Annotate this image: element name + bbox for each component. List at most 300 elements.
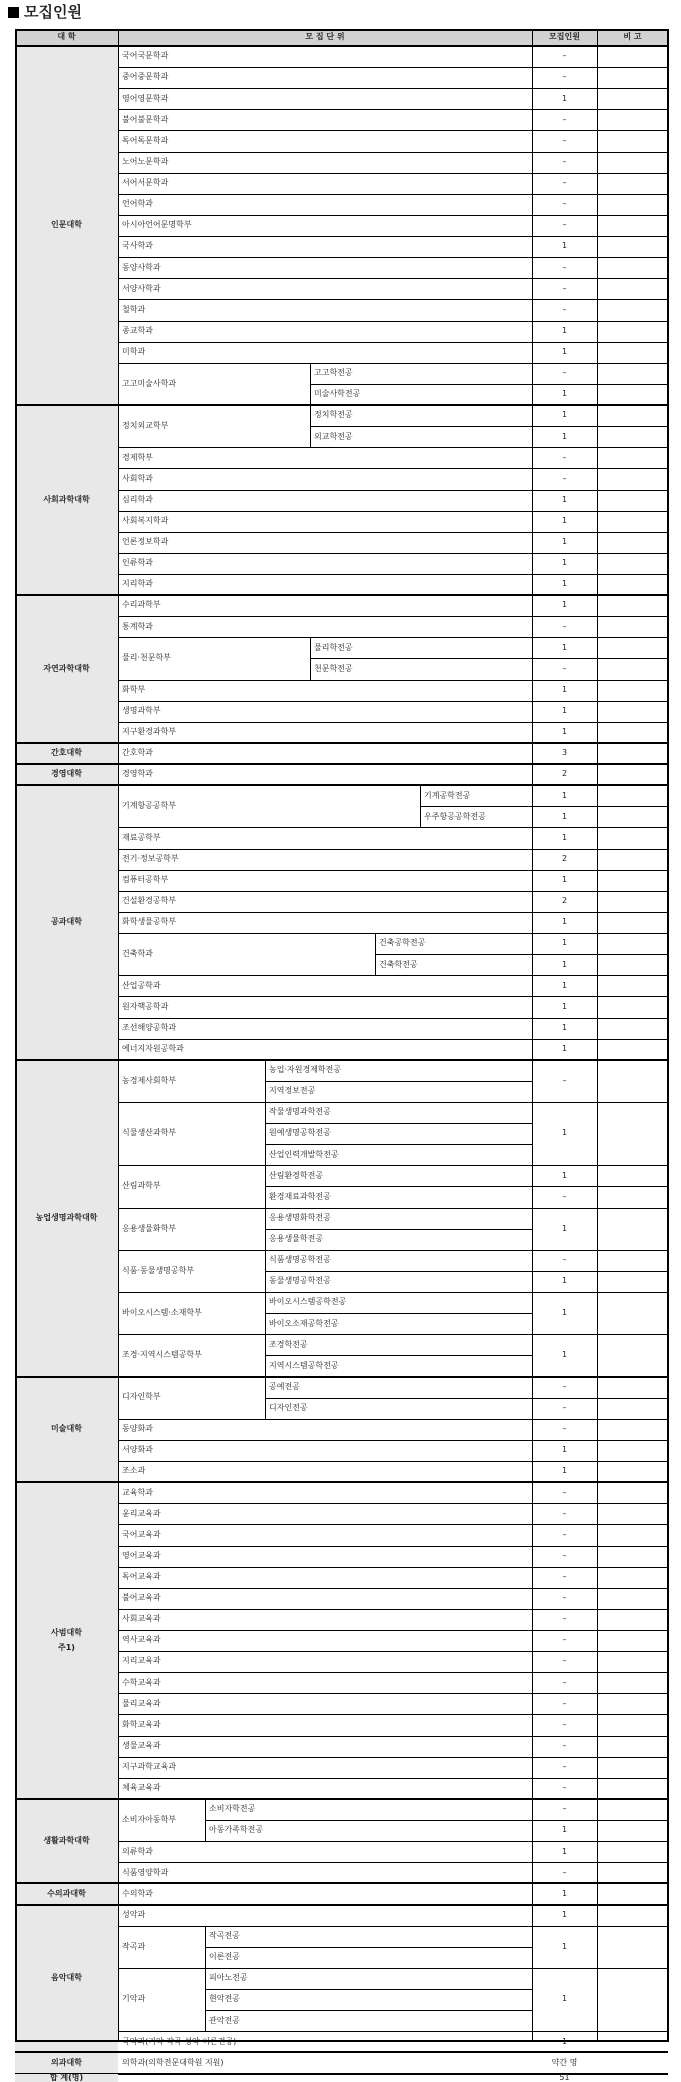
row-rule: [118, 1461, 668, 1462]
unit-name: 지리교육과: [122, 1656, 161, 1666]
quota-value: 1: [561, 325, 568, 335]
quota-value: –: [562, 1762, 567, 1772]
unit-name: 동양화과: [122, 1424, 153, 1434]
row-rule: [118, 257, 668, 258]
quota-value: 1: [561, 93, 568, 103]
row-rule: [118, 1736, 668, 1737]
quota-value: 1: [561, 537, 568, 547]
subunit-rule: [265, 1144, 532, 1145]
row-rule: [118, 1208, 668, 1209]
subunit-name: 공예전공: [269, 1381, 300, 1391]
quota-value: –: [562, 220, 567, 230]
total-label: 합 계(명): [15, 2074, 118, 2082]
quota-value: 1: [561, 684, 568, 694]
college-label: 인문대학: [51, 220, 82, 230]
subunit-rule: [375, 954, 532, 955]
quota-value: –: [562, 1740, 567, 1750]
subunit-rule: [265, 1123, 532, 1124]
row-rule: [118, 1524, 668, 1525]
college-rule: [15, 742, 668, 744]
quota-value: 1: [561, 1350, 568, 1360]
row-rule: [118, 67, 668, 68]
quota-value: 1: [561, 706, 568, 716]
unit-name: 재료공학부: [122, 832, 161, 842]
college-label: 농업생명과학대학: [35, 1212, 98, 1222]
quota-value: 2: [561, 853, 568, 863]
quota-value: 1: [561, 1128, 568, 1138]
unit-name: 지구과학교육과: [122, 1762, 177, 1772]
quota-value: 1: [561, 431, 568, 441]
row-rule: [118, 152, 668, 153]
quota-value: –: [562, 1403, 567, 1413]
row-rule: [118, 680, 668, 681]
row-rule: [118, 215, 668, 216]
table-bottom-rule: [15, 2040, 668, 2042]
row-rule: [118, 1546, 668, 1547]
row-rule: [118, 468, 668, 469]
subunit-name: 농업·자원경제학전공: [269, 1065, 342, 1075]
quota-rule: [532, 658, 668, 659]
unit-name: 식물생산과학부: [122, 1128, 177, 1138]
quota-value: 1: [561, 1994, 568, 2004]
quota-value: 1: [561, 1022, 568, 1032]
table-top-rule: [15, 29, 668, 31]
row-rule: [118, 1609, 668, 1610]
row-rule: [118, 996, 668, 997]
college-label: 수의과대학: [47, 1888, 86, 1898]
quota-value: –: [562, 178, 567, 188]
subunit-rule: [265, 1186, 532, 1187]
unit-name: 의류학과: [122, 1846, 153, 1856]
quota-value: –: [562, 262, 567, 272]
quota-value: 1: [561, 642, 568, 652]
row-rule: [118, 1334, 668, 1335]
unit-name: 영어영문학과: [122, 93, 169, 103]
quota-value: 1: [561, 1223, 568, 1233]
quota-value: –: [562, 1550, 567, 1560]
row-rule: [118, 1250, 668, 1251]
subunit-rule: [265, 1271, 532, 1272]
unit-name: 중어중문학과: [122, 72, 169, 82]
quota-value: 1: [561, 1941, 568, 1951]
unit-name: 수리과학부: [122, 600, 161, 610]
quota-value: –: [562, 1677, 567, 1687]
row-rule: [118, 2031, 668, 2032]
unit-name: 원자핵공학과: [122, 1001, 169, 1011]
subunit-name: 동물생명공학전공: [269, 1276, 331, 1286]
college-name: [15, 743, 118, 764]
quota-value: 2: [561, 769, 568, 779]
quota-value: 1: [561, 515, 568, 525]
college-label: 미술대학: [51, 1424, 82, 1434]
subunit-name: 지역정보전공: [269, 1086, 316, 1096]
college-label: 음악대학: [51, 1973, 82, 1983]
unit-name: 독어독문학과: [122, 135, 169, 145]
unit-name: 영어교육과: [122, 1550, 161, 1560]
unit-name: 정치외교학부: [122, 420, 169, 430]
subunit-name: 작곡전공: [209, 1931, 240, 1941]
unit-name: 아시아언어문명학부: [122, 220, 192, 230]
quota-rule: [532, 426, 668, 427]
row-rule: [118, 88, 668, 89]
quota-value: –: [562, 473, 567, 483]
unit-name: 국어교육과: [122, 1529, 161, 1539]
unit-name: 윤리교육과: [122, 1508, 161, 1518]
row-rule: [118, 1419, 668, 1420]
quota-rule: [532, 1186, 668, 1187]
row-rule: [118, 616, 668, 617]
subunit-rule: [310, 426, 532, 427]
college-name: [15, 1060, 118, 1377]
quota-value: 1: [561, 875, 568, 885]
subunit-name: 고고학전공: [314, 368, 353, 378]
college-name: [15, 1799, 118, 1883]
unit-name: 건설환경공학부: [122, 896, 177, 906]
subunit-name: 기계공학전공: [424, 790, 471, 800]
college-label: 경영대학: [51, 769, 82, 779]
quota-value: 1: [561, 811, 568, 821]
row-rule: [118, 109, 668, 110]
subunit-name: 식품생명공학전공: [269, 1255, 331, 1265]
quota-value: –: [562, 1867, 567, 1877]
row-rule: [118, 278, 668, 279]
unit-name: 식품·동물생명공학부: [122, 1265, 195, 1275]
row-rule: [118, 490, 668, 491]
row-rule: [118, 827, 668, 828]
subunit-rule: [205, 2010, 532, 2011]
unit-name: 사회학과: [122, 473, 153, 483]
college-name: [15, 405, 118, 595]
quota-value: 1: [561, 959, 568, 969]
subunit-name: 건축학전공: [379, 959, 418, 969]
subunit-name: 현악전공: [209, 1994, 240, 2004]
row-rule: [118, 870, 668, 871]
quota-rule: [532, 806, 668, 807]
quota-value: –: [562, 1656, 567, 1666]
header-quota: 모집인원: [532, 29, 597, 46]
unit-name: 지리학과: [122, 579, 153, 589]
quota-value: 1: [561, 347, 568, 357]
subunit-name: 물리학전공: [314, 642, 353, 652]
quota-rule: [532, 384, 668, 385]
unit-name: 산림과학부: [122, 1181, 161, 1191]
quota-value: –: [562, 199, 567, 209]
quota-value: 2: [561, 896, 568, 906]
unit-name: 성악과: [122, 1909, 146, 1919]
college-rule: [15, 784, 668, 786]
quota-value: –: [562, 1635, 567, 1645]
subunit-name: 응용생물학전공: [269, 1234, 324, 1244]
row-rule: [118, 933, 668, 934]
row-rule: [118, 173, 668, 174]
row-rule: [118, 1968, 668, 1969]
quota-value: 1: [561, 1825, 568, 1835]
quota-value: 1: [561, 1846, 568, 1856]
row-rule: [118, 447, 668, 448]
quota-value: –: [562, 1508, 567, 1518]
row-rule: [118, 1630, 668, 1631]
unit-name: 국사학과: [122, 241, 153, 251]
college-footnote: 주1): [58, 1642, 75, 1652]
college-rule: [15, 1882, 668, 1884]
college-name: [15, 1905, 118, 2053]
quota-value: –: [562, 621, 567, 631]
college-name: [15, 46, 118, 405]
quota-value: 1: [561, 389, 568, 399]
quota-rule: [532, 954, 668, 955]
quota-value: 1: [561, 241, 568, 251]
unit-name: 역사교육과: [122, 1635, 161, 1645]
row-rule: [118, 574, 668, 575]
college-rule: [15, 763, 668, 765]
unit-name: 조경·지역시스템공학부: [122, 1350, 202, 1360]
quota-value: –: [562, 283, 567, 293]
subunit-name: 미술사학전공: [314, 389, 361, 399]
college-rule: [15, 2051, 668, 2053]
unit-name: 불어교육과: [122, 1593, 161, 1603]
quota-value: 약간 명: [551, 2057, 578, 2067]
unit-name: 소비자아동학부: [122, 1814, 177, 1824]
subunit-name: 바이오소재공학전공: [269, 1318, 339, 1328]
subunit-name: 우주항공공학전공: [424, 811, 486, 821]
quota-value: –: [562, 304, 567, 314]
row-rule: [118, 1926, 668, 1927]
row-rule: [118, 299, 668, 300]
unit-name: 에너지자원공학과: [122, 1043, 184, 1053]
table-left-rule: [15, 29, 17, 2042]
unit-name: 통계학과: [122, 621, 153, 631]
college-rule: [15, 1376, 668, 1378]
quota-value: –: [562, 452, 567, 462]
subunit-name: 산림환경학전공: [269, 1170, 324, 1180]
unit-name: 생물교육과: [122, 1740, 161, 1750]
unit-name: 고고미술사학과: [122, 378, 177, 388]
unit-name: 화학생물공학부: [122, 917, 177, 927]
unit-name: 사회복지학과: [122, 515, 169, 525]
quota-value: 1: [561, 1466, 568, 1476]
subunit-name: 지역시스템공학전공: [269, 1360, 339, 1370]
subunit-name: 작물생명과학전공: [269, 1107, 331, 1117]
row-rule: [118, 236, 668, 237]
quota-value: –: [562, 1698, 567, 1708]
quota-value: 1: [561, 410, 568, 420]
row-rule: [118, 1588, 668, 1589]
subunit-rule: [205, 1947, 532, 1948]
college-name: [15, 2052, 118, 2073]
row-rule: [118, 891, 668, 892]
row-rule: [118, 1165, 668, 1166]
quota-value: 1: [561, 558, 568, 568]
row-rule: [118, 975, 668, 976]
quota-value: –: [562, 1614, 567, 1624]
subunit-name: 환경재료과학전공: [269, 1191, 331, 1201]
unit-name: 조소과: [122, 1466, 146, 1476]
column-rule-quota: [532, 29, 533, 2040]
college-rule: [15, 594, 668, 596]
college-label: 생활과학대학: [43, 1835, 90, 1845]
row-rule: [118, 1757, 668, 1758]
subunit-name: 소비자학전공: [209, 1804, 256, 1814]
unit-name: 지구환경과학부: [122, 727, 177, 737]
row-rule: [118, 342, 668, 343]
subunit-name: 이론전공: [209, 1952, 240, 1962]
subunit-rule: [205, 1989, 532, 1990]
unit-name: 수학교육과: [122, 1677, 161, 1687]
unit-name: 서어서문학과: [122, 178, 169, 188]
subunit-rule: [265, 1229, 532, 1230]
total-value: 51: [559, 2073, 570, 2082]
quota-value: –: [562, 51, 567, 61]
quota-value: 3: [561, 748, 568, 758]
row-rule: [118, 321, 668, 322]
unit-name: 경제학부: [122, 452, 153, 462]
quota-value: 1: [561, 579, 568, 589]
unit-name: 국어국문학과: [122, 51, 169, 61]
subunit-name: 원예생명공학전공: [269, 1128, 331, 1138]
row-rule: [118, 1440, 668, 1441]
row-rule: [118, 1714, 668, 1715]
unit-name: 서양사학과: [122, 283, 161, 293]
row-rule: [118, 849, 668, 850]
unit-name: 산업공학과: [122, 980, 161, 990]
quota-value: –: [562, 1255, 567, 1265]
row-rule: [118, 1503, 668, 1504]
unit-name: 사회교육과: [122, 1614, 161, 1624]
row-rule: [118, 363, 668, 364]
unit-name: 언론정보학과: [122, 537, 169, 547]
college-label: 사회과학대학: [43, 494, 90, 504]
college-label: 공과대학: [51, 917, 82, 927]
college-label: 자연과학대학: [43, 663, 90, 673]
subunit-rule: [310, 658, 532, 659]
unit-name: 생명과학부: [122, 706, 161, 716]
college-rule: [15, 404, 668, 406]
unit-name: 언어학과: [122, 199, 153, 209]
unit-name: 식품영양학과: [122, 1867, 169, 1877]
unit-name: 수의학과: [122, 1888, 153, 1898]
subunit-rule: [265, 1355, 532, 1356]
subunit-name: 응용생명화학전공: [269, 1212, 331, 1222]
quota-value: –: [562, 1783, 567, 1793]
unit-name: 교육학과: [122, 1487, 153, 1497]
unit-name: 응용생물화학부: [122, 1223, 177, 1233]
unit-name: 물리교육과: [122, 1698, 161, 1708]
unit-name: 종교학과: [122, 325, 153, 335]
unit-name: 작곡과: [122, 1941, 146, 1951]
unit-name: 노어노문학과: [122, 156, 169, 166]
quota-value: –: [562, 368, 567, 378]
quota-value: 1: [561, 600, 568, 610]
unit-name: 화학부: [122, 684, 146, 694]
subunit-name: 디자인전공: [269, 1403, 308, 1413]
quota-value: 1: [561, 727, 568, 737]
quota-value: 1: [561, 917, 568, 927]
quota-value: –: [562, 156, 567, 166]
row-rule: [118, 511, 668, 512]
unit-name: 기계항공공학부: [122, 801, 177, 811]
row-rule: [118, 1018, 668, 1019]
row-rule: [118, 130, 668, 131]
quota-value: –: [562, 1593, 567, 1603]
quota-value: 1: [561, 980, 568, 990]
row-rule: [118, 1292, 668, 1293]
unit-name: 철학과: [122, 304, 146, 314]
row-rule: [118, 701, 668, 702]
college-rule: [15, 1059, 668, 1061]
unit-name: 조선해양공학과: [122, 1022, 177, 1032]
subunit-name: 천문학전공: [314, 663, 353, 673]
row-rule: [118, 194, 668, 195]
college-name: [15, 1377, 118, 1483]
subunit-name: 건축공학전공: [379, 938, 426, 948]
quota-value: –: [562, 1424, 567, 1434]
quota-value: 1: [561, 494, 568, 504]
quota-value: –: [562, 1571, 567, 1581]
quota-value: 1: [561, 1909, 568, 1919]
quota-value: 1: [561, 1276, 568, 1286]
unit-name: 의학과(의학전문대학원 지원): [122, 2057, 224, 2067]
quota-value: 1: [561, 790, 568, 800]
quota-value: –: [562, 1381, 567, 1391]
row-rule: [118, 553, 668, 554]
quota-rule: [532, 1820, 668, 1821]
row-rule: [118, 1567, 668, 1568]
unit-name: 심리학과: [122, 494, 153, 504]
row-rule: [118, 1651, 668, 1652]
unit-name: 동양사학과: [122, 262, 161, 272]
unit-name: 디자인학부: [122, 1392, 161, 1402]
quota-value: 1: [561, 938, 568, 948]
unit-name: 경영학과: [122, 769, 153, 779]
row-rule: [118, 1102, 668, 1103]
subunit-rule: [205, 1820, 532, 1821]
subunit-name: 바이오시스템공학전공: [269, 1297, 347, 1307]
subunit-name: 외교학전공: [314, 431, 353, 441]
row-rule: [118, 1778, 668, 1779]
quota-rule: [532, 1398, 668, 1399]
quota-value: 1: [561, 1170, 568, 1180]
quota-value: –: [562, 1529, 567, 1539]
college-rule: [15, 1481, 668, 1483]
college-name: [15, 595, 118, 743]
quota-value: –: [562, 1804, 567, 1814]
unit-name: 전기·정보공학부: [122, 853, 179, 863]
unit-name: 체육교육과: [122, 1783, 161, 1793]
quota-value: 1: [561, 1888, 568, 1898]
college-name: [15, 785, 118, 1060]
quota-value: –: [562, 1719, 567, 1729]
unit-name: 미학과: [122, 347, 146, 357]
unit-name: 컴퓨터공학부: [122, 875, 169, 885]
subunit-name: 피아노전공: [209, 1973, 248, 1983]
row-rule: [118, 912, 668, 913]
unit-name: 바이오시스템·소재학부: [122, 1308, 202, 1317]
column-rule-note: [597, 29, 598, 2040]
college-name: [15, 764, 118, 785]
row-rule: [118, 1039, 668, 1040]
header-rule: [15, 46, 668, 47]
unit-name: 서양화과: [122, 1445, 153, 1455]
quota-value: 1: [561, 832, 568, 842]
unit-name: 건축학과: [122, 948, 153, 958]
header-unit: 모 집 단 위: [118, 29, 532, 46]
column-rule-unit: [118, 29, 119, 2040]
college-rule: [15, 1904, 668, 1906]
quota-value: 1: [561, 1445, 568, 1455]
subunit-name: 산업인력개발학전공: [269, 1149, 339, 1159]
row-rule: [118, 722, 668, 723]
quota-value: 1: [561, 1043, 568, 1053]
